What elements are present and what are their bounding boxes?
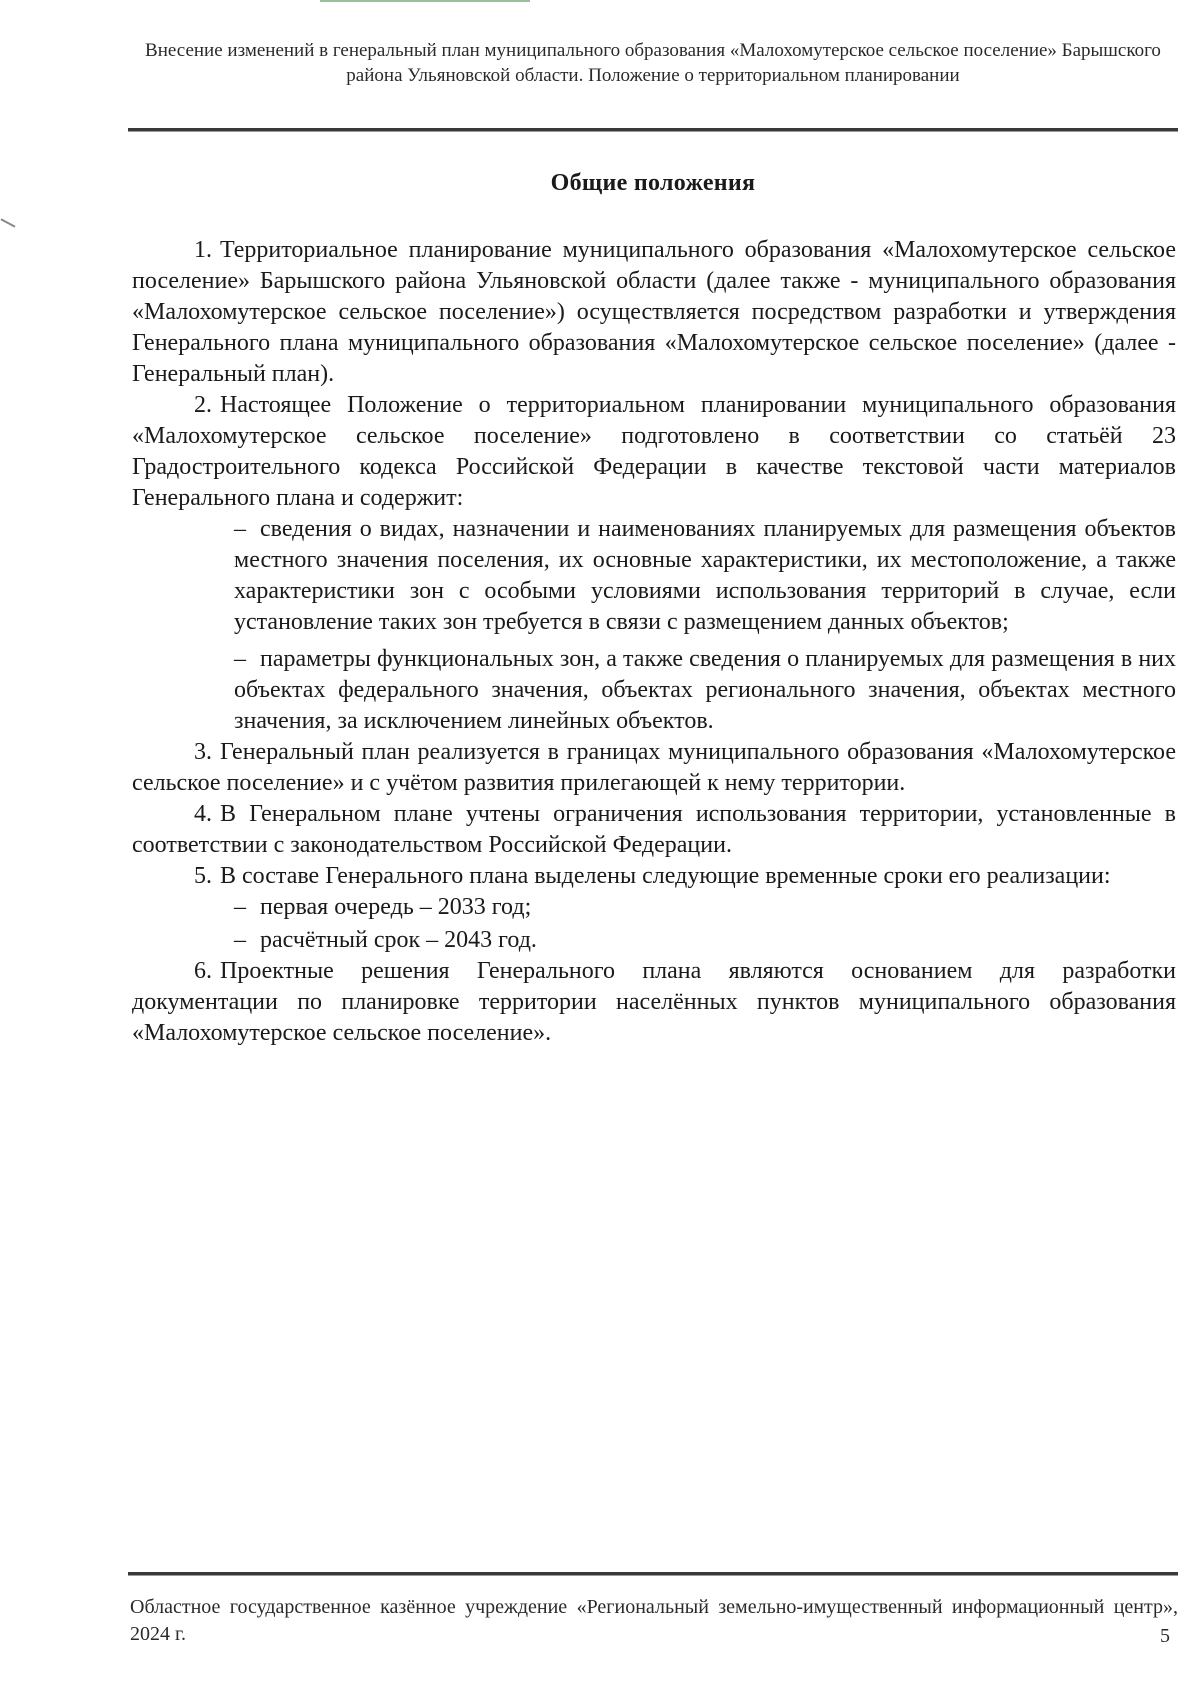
paragraph-3	[132, 737, 1176, 799]
paragraph-4	[132, 799, 1176, 861]
paragraph-1	[132, 235, 1176, 390]
paragraph-number: 6.	[194, 958, 212, 984]
paragraph-number: 2.	[194, 392, 212, 418]
bullet-item	[234, 644, 1176, 737]
paragraph-6	[132, 956, 1176, 1049]
term-text: расчётный срок – 2043 год.	[260, 927, 537, 953]
running-header: Внесение изменений в генеральный план муниципального образования «Малохомутерское сельское поселение» Барышского района Ульяновской области. Положение о территориальном планировании	[145, 40, 1161, 86]
paragraph-text: Проектные решения Генерального плана являются основанием для разработки документации по планировке территории населённых пунктов муниципального образования «Малохомутерское сельское поселение».	[132, 958, 1176, 1046]
paragraph-number: 1.	[194, 237, 212, 263]
term-item	[234, 925, 1176, 956]
paragraph-text: Генеральный план реализуется в границах муниципального образования «Малохомутерское сельское поселение» и с учётом развития прилегающей к нему территории.	[132, 739, 1176, 796]
paragraph-number: 4.	[194, 801, 212, 827]
paragraph-text: В составе Генерального плана выделены следующие временные сроки его реализации:	[220, 863, 1111, 889]
bullet-dash: –	[234, 516, 246, 542]
scan-artifact-left	[0, 218, 15, 227]
paragraph-number: 3.	[194, 739, 212, 765]
footer-text: Областное государственное казённое учреждение «Региональный земельно-имущественный информационный центр», 2024 г.	[130, 1596, 1178, 1645]
term-text: первая очередь – 2033 год;	[260, 894, 532, 920]
paragraph-text: Настоящее Положение о территориальном планировании муниципального образования «Малохомутерское сельское поселение» подготовлено в соответствии со статьёй 23 Градостроительного кодекса Российской Федерации в качестве текстовой части материалов Генерального плана и содержит:	[132, 392, 1176, 511]
term-dash: –	[234, 894, 246, 920]
bullet-item	[234, 514, 1176, 638]
bullet-text: сведения о видах, назначении и наименованиях планируемых для размещения объектов местного значения поселения, их основные характеристики, их местоположение, а также характеристики зон с особыми условиями использования территорий в случае, если установление таких зон требуется в связи с размещением данных объектов;	[234, 516, 1176, 635]
bullet-dash: –	[234, 646, 246, 672]
scan-artifact-top	[320, 0, 530, 2]
document-body	[132, 235, 1176, 1049]
term-dash: –	[234, 927, 246, 953]
bullet-text: параметры функциональных зон, а также сведения о планируемых для размещения в них объектах федерального значения, объектах регионального значения, объектах местного значения, за исключением линейных объектов.	[234, 646, 1176, 734]
paragraph-5	[132, 861, 1176, 892]
page-number: 5	[1160, 1625, 1170, 1647]
paragraph-text: В Генеральном плане учтены ограничения использования территории, установленные в соответствии с законодательством Российской Федерации.	[132, 801, 1176, 858]
paragraph-2	[132, 390, 1176, 514]
section-title: Общие положения	[550, 170, 756, 196]
footer-rule	[128, 1572, 1178, 1576]
paragraph-text: Территориальное планирование муниципального образования «Малохомутерское сельское поселение» Барышского района Ульяновской области (далее также - муниципального образования «Малохомутерское сельское поселение») осуществляется посредством разработки и утверждения Генерального плана муниципального образования «Малохомутерское сельское поселение» (далее - Генеральный план).	[132, 237, 1176, 387]
term-item	[234, 892, 1176, 923]
header-rule	[128, 128, 1178, 132]
paragraph-number: 5.	[194, 863, 212, 889]
